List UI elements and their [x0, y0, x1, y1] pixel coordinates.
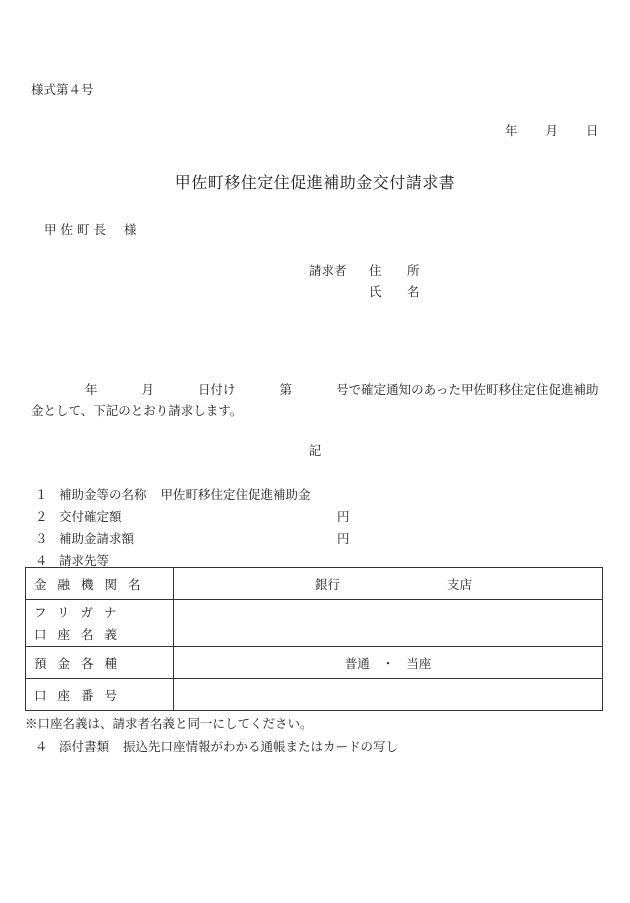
item-label: 請求先等 [59, 553, 110, 568]
attachment-line [35, 737, 398, 755]
item-number: ２ [35, 509, 48, 524]
bank-account-table [25, 567, 603, 711]
body-no: 第 [279, 382, 293, 397]
table-row [26, 600, 603, 647]
request-amount-unit: 円 [337, 531, 350, 546]
type-normal[interactable]: 普通 [344, 655, 370, 671]
bank-label: 銀行 [315, 577, 341, 592]
item-label: 交付確定額 [59, 509, 122, 524]
name-label-a: 氏 [369, 284, 382, 299]
request-paragraph [31, 379, 601, 421]
document-title: 甲佐町移住定住促進補助金交付請求書 [174, 173, 456, 192]
holder-field[interactable] [174, 600, 603, 647]
item-value: 甲佐町移住定住促進補助金 [160, 487, 311, 502]
attachment-value: 振込先口座情報がわかる通帳またはカードの写し [123, 739, 399, 754]
item-number: １ [35, 487, 48, 502]
date-line [505, 121, 599, 139]
account-type-field[interactable] [174, 647, 603, 679]
addressee [44, 220, 141, 238]
furigana-label: フリガナ [34, 605, 128, 620]
form-number: 様式第４号 [31, 82, 94, 97]
address-label [369, 261, 420, 279]
requester-label: 請求者 [309, 263, 347, 278]
attachment-number: ４ [35, 739, 48, 754]
name-label [369, 282, 420, 300]
number-label: 口座番号 [26, 679, 174, 711]
address-label-a: 住 [369, 263, 382, 278]
body-day: 日付け [198, 382, 236, 397]
item-confirmed-amount [35, 507, 122, 525]
name-label-b: 名 [407, 284, 420, 299]
body-text: 号で確定通知のあった甲佐町移住定住促進補助金として、下記のとおり請求します。 [31, 382, 599, 418]
confirmed-amount-unit: 円 [337, 509, 350, 524]
holder-labels [26, 600, 174, 647]
addressee-name: 甲佐町長 [44, 222, 111, 237]
address-label-b: 所 [407, 263, 420, 278]
body-year: 年 [85, 382, 98, 397]
item-label: 補助金等の名称 [59, 487, 147, 502]
holder-note: ※口座名義は、請求者名義と同一にしてください。 [25, 716, 313, 731]
institution-label: 金融機関名 [26, 568, 174, 600]
table-row [26, 679, 603, 711]
type-label: 預金各種 [26, 647, 174, 679]
item-number: ３ [35, 531, 48, 546]
account-number-field[interactable] [174, 679, 603, 711]
body-month: 月 [141, 382, 155, 397]
item-subsidy-name [35, 485, 311, 503]
institution-field[interactable] [174, 568, 603, 600]
ki-heading: 記 [308, 443, 322, 458]
item-label: 補助金請求額 [59, 531, 135, 546]
date-month: 月 [545, 123, 559, 138]
addressee-honorific: 様 [124, 222, 141, 237]
type-current[interactable]: 当座 [406, 655, 432, 671]
date-day: 日 [586, 123, 599, 138]
branch-label: 支店 [447, 577, 473, 592]
type-separator: ・ [381, 655, 395, 671]
table-row [26, 568, 603, 600]
item-request-amount [35, 529, 134, 547]
date-year: 年 [505, 123, 518, 138]
table-row [26, 647, 603, 679]
attachment-label: 添付書類 [59, 739, 110, 754]
item-number: ４ [35, 553, 48, 568]
holder-label: 口座名義 [34, 627, 129, 642]
